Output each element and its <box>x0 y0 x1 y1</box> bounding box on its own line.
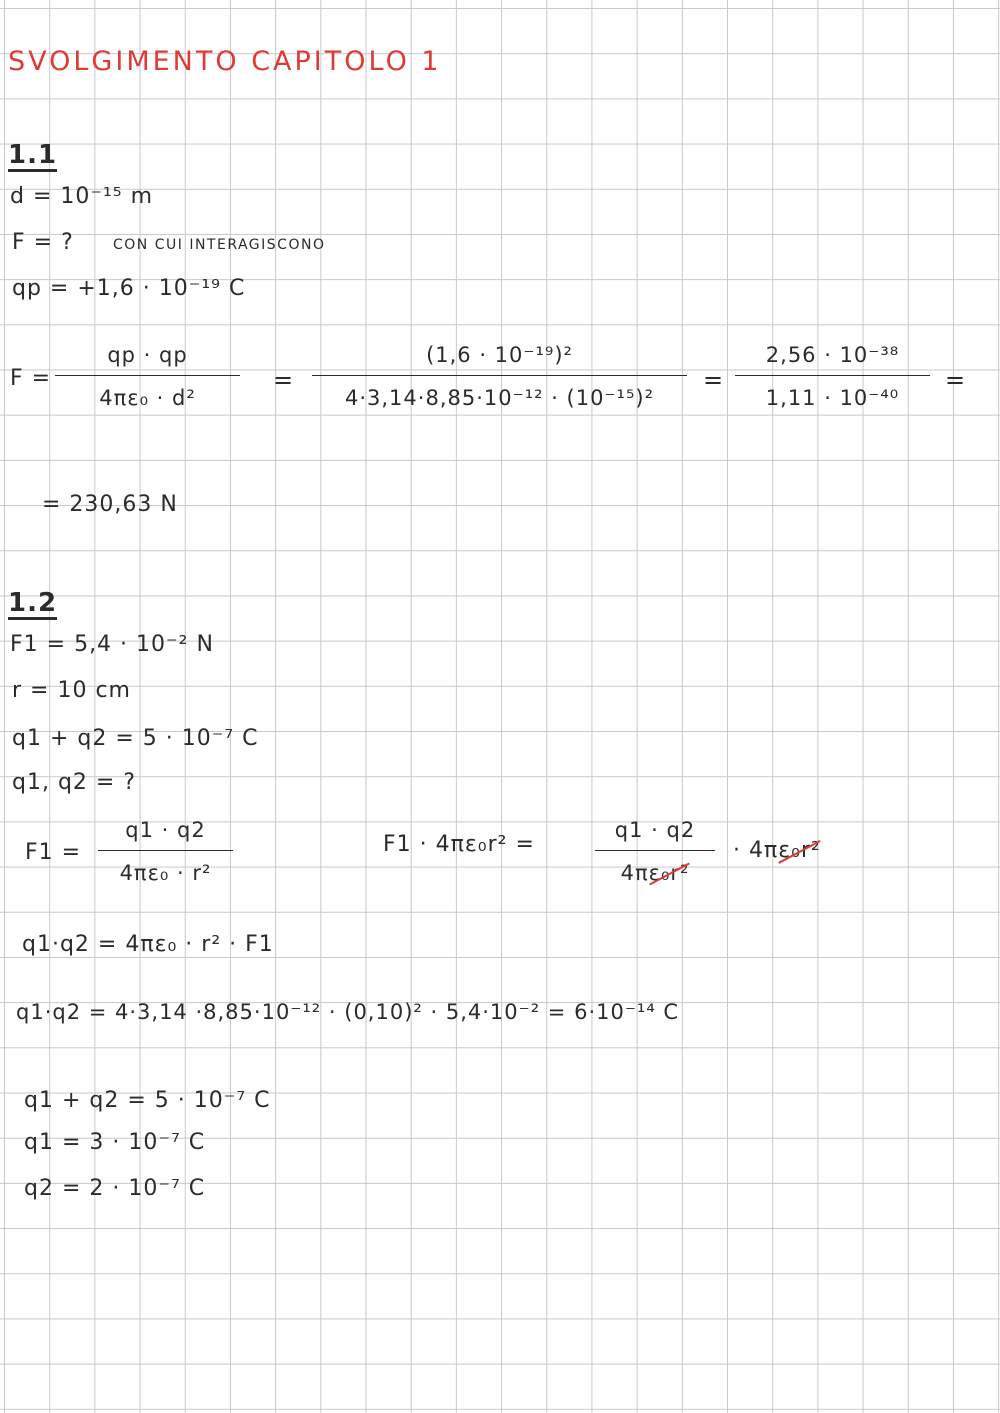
given-radius: r = 10 cm <box>12 678 131 703</box>
rearranged-multiplier <box>733 840 821 862</box>
fraction-bar <box>55 375 240 376</box>
page-title: SVOLGIMENTO CAPITOLO 1 <box>8 46 442 77</box>
unknown-force: F = ? <box>12 230 74 255</box>
product-calculation: q1·q2 = 4·3,14 ·8,85·10⁻¹² · (0,10)² · 5,4·10⁻² = 6·10⁻¹⁴ C <box>16 1000 680 1024</box>
cancelled-term: ε₀r² <box>648 861 690 885</box>
rearranged-lhs: F1 · 4πε₀r² = <box>383 832 535 857</box>
fraction-denominator: 4·3,14·8,85·10⁻¹² · (10⁻¹⁵)² <box>344 386 655 410</box>
proton-charge: qp = +1,6 · 10⁻¹⁹ C <box>12 276 246 301</box>
fraction-denominator: 4πε₀ · d² <box>99 386 196 410</box>
fraction-denominator: 1,11 · 10⁻⁴⁰ <box>765 386 900 410</box>
cancelled-term: ε₀r² <box>778 838 821 863</box>
equals-sign: = <box>273 366 294 394</box>
section-heading-1-2: 1.2 <box>8 588 58 618</box>
equals-sign: = <box>703 366 724 394</box>
multiplier-prefix: · 4π <box>733 838 779 863</box>
fraction-numerator: 2,56 · 10⁻³⁸ <box>765 343 900 367</box>
rearranged-fraction <box>595 818 715 885</box>
given-force: F1 = 5,4 · 10⁻² N <box>10 632 214 657</box>
simplified-fraction <box>735 343 930 410</box>
fraction-bar <box>595 850 715 851</box>
force-note: CON CUI INTERAGISCONO <box>113 237 326 253</box>
charge-sum: q1 + q2 = 5 · 10⁻⁷ C <box>12 726 259 751</box>
unknown-charges: q1, q2 = ? <box>12 770 137 795</box>
charge-sum-restated: q1 + q2 = 5 · 10⁻⁷ C <box>24 1088 271 1113</box>
fraction-numerator: qp · qp <box>107 343 188 367</box>
substituted-fraction <box>312 343 687 410</box>
fraction-bar <box>98 850 233 851</box>
fraction-numerator: q1 · q2 <box>614 818 696 842</box>
charge-q2-result: q2 = 2 · 10⁻⁷ C <box>24 1176 206 1201</box>
fraction-bar <box>735 375 930 376</box>
product-formula: q1·q2 = 4πε₀ · r² · F1 <box>22 932 274 957</box>
coulomb-force-label: F = <box>10 366 52 391</box>
coulomb-formula-fraction <box>55 343 240 410</box>
charge-q1-result: q1 = 3 · 10⁻⁷ C <box>24 1130 206 1155</box>
given-distance: d = 10⁻¹⁵ m <box>10 184 154 209</box>
fraction-denominator <box>615 861 696 885</box>
fraction-numerator: (1,6 · 10⁻¹⁹)² <box>426 343 573 367</box>
force-formula-fraction <box>98 818 233 885</box>
force-formula-label: F1 = <box>25 840 82 865</box>
fraction-numerator: q1 · q2 <box>125 818 206 842</box>
force-result: = 230,63 N <box>42 492 178 517</box>
denominator-prefix: 4π <box>620 861 649 885</box>
fraction-bar <box>312 375 687 376</box>
equals-sign: = <box>945 366 966 394</box>
section-heading-1-1: 1.1 <box>8 140 58 170</box>
fraction-denominator: 4πε₀ · r² <box>119 861 212 885</box>
